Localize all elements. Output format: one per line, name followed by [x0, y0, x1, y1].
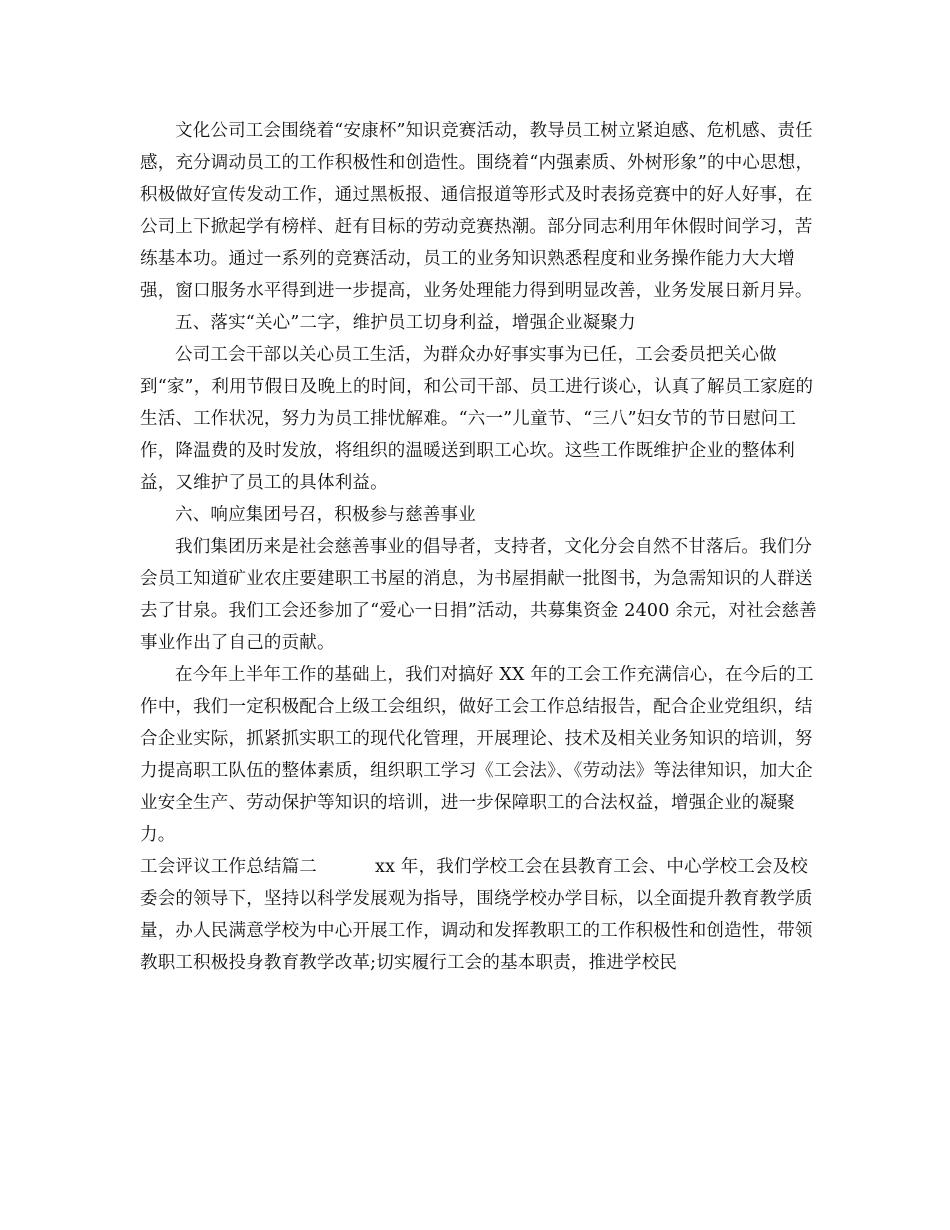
second-article-text: xx 年，我们学校工会在县教育工会、中心学校工会及校委会的领导下，坚持以科学发展观为指导，围绕学校办学目标，以全面提升教育教学质量，办人民满意学校为中心开展工作，调动和发挥教职工的工作积极性和创造性，带领教职工积极投身教育教学改革;切实履行工会的基本职责，推进学校民 — [140, 857, 813, 973]
paragraph-future-plans: 在今年上半年工作的基础上，我们对搞好 XX 年的工会工作充满信心，在今后的工作中，我们一定积极配合上级工会组织，做好工会工作总结报告，配合企业党组织，结合企业实际，抓紧抓实职工的现代化管理，开展理论、技术及相关业务知识的培训，努力提高职工队伍的整体素质，组织职工学习《工会法》、《劳动法》等法律知识，加大企业安全生产、劳动保护等知识的培训，进一步保障职工的合法权益，增强企业的凝聚力。 — [140, 665, 814, 845]
paragraph-charity: 我们集团历来是社会慈善事业的倡导者，支持者，文化分会自然不甘落后。我们分会员工知道矿业农庄要建职工书屋的消息，为书屋捐献一批图书，为急需知识的人群送去了甘泉。我们工会还参加了“爱心一日捐”活动，共募集资金 2400 余元，对社会慈善事业作出了自己的贡献。 — [140, 537, 817, 653]
paragraph-employee-care: 公司工会干部以关心员工生活，为群众办好事实事为已任，工会委员把关心做到“家”，利用节假日及晚上的时间，和公司干部、员工进行谈心，认真了解员工家庭的生活、工作状况，努力为员工排忧解难。“六一”儿童节、“三八”妇女节的节日慰问工作，降温费的及时发放，将组织的温暖送到职工心坎。这些工作既维护企业的整体利益，又维护了员工的具体利益。 — [140, 345, 814, 493]
paragraph-safety-cup-competition: 文化公司工会围绕着“安康杯”知识竞赛活动，教导员工树立紧迫感、危机感、责任感，充分调动员工的工作积极性和创造性。围绕着“内强素质、外树形象”的中心思想，积极做好宣传发动工作，通过黑板报、通信报道等形式及时表扬竞赛中的好人好事，在公司上下掀起学有榜样、赶有目标的劳动竞赛热潮。部分同志利用年休假时间学习，苦练基本功。通过一系列的竞赛活动，员工的业务知识熟悉程度和业务操作能力大大增强，窗口服务水平得到进一步提高，业务处理能力得到明显改善，业务发展日新月异。 — [140, 121, 814, 301]
document-body — [140, 115, 820, 979]
second-article-title: 工会评议工作总结篇二 — [140, 857, 317, 877]
section-heading-five: 五、落实“关心”二字，维护员工切身利益，增强企业凝聚力 — [175, 313, 636, 333]
section-heading-six: 六、响应集团号召，积极参与慈善事业 — [175, 505, 476, 525]
second-article-paragraph — [140, 851, 820, 979]
